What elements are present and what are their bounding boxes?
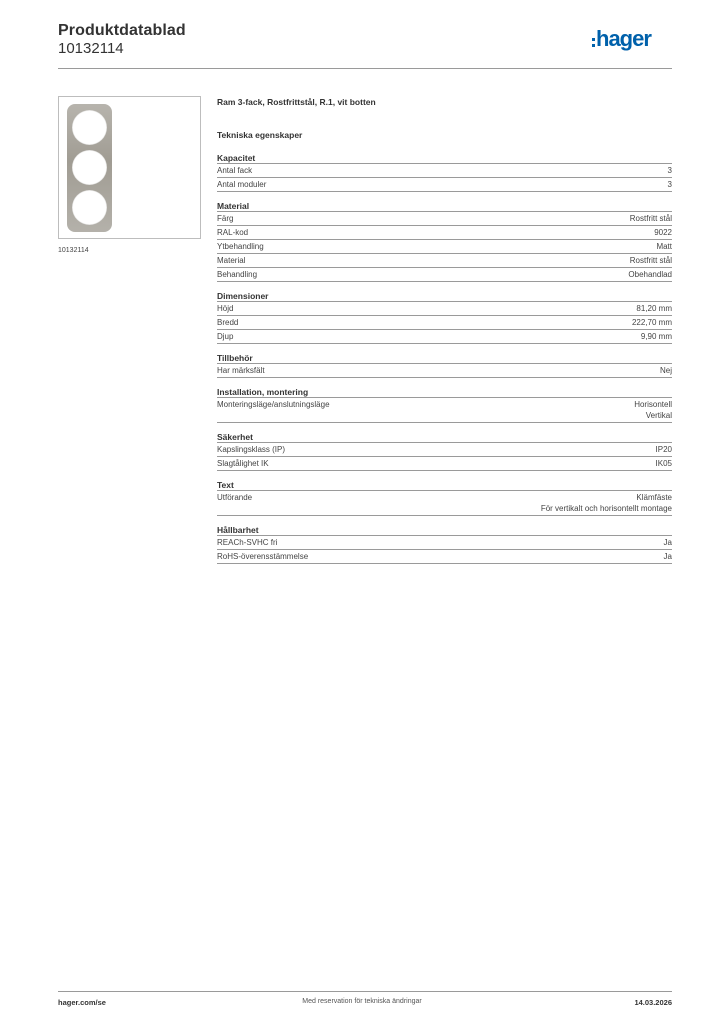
technical-properties-heading: Tekniska egenskaper [217,130,303,140]
frame-opening [72,150,107,185]
frame-3-gang-image [67,104,112,232]
spec-values [654,227,672,238]
spec-values [541,492,672,514]
spec-values [634,399,672,421]
footer-disclaimer: Med reservation för tekniska ändringar [302,998,422,1005]
spec-value: Rostfritt stål [629,214,672,223]
spec-value: Rostfritt stål [629,256,672,265]
image-caption: 10132114 [58,247,89,254]
spec-value: Nej [659,366,672,375]
spec-section [217,387,672,423]
spec-value: För vertikalt och horisontellt montage [540,504,672,513]
spec-section [217,201,672,282]
spec-value: 9,90 mm [640,332,672,341]
spec-label: Ytbehandling [217,242,264,251]
section-title: Kapacitet [217,153,672,164]
footer-divider [58,991,672,992]
product-number: 10132114 [58,40,124,57]
spec-value: IK05 [655,459,672,468]
spec-row [217,398,672,423]
logo-text: hager [596,26,651,51]
spec-value: Matt [656,242,672,251]
spec-row [217,443,672,457]
spec-row [217,302,672,316]
spec-sections [217,153,672,564]
spec-value: Ja [663,538,672,547]
spec-value: IP20 [655,445,672,454]
spec-label: Kapslingsklass (IP) [217,445,286,454]
spec-label: Färg [217,214,234,223]
spec-values [664,551,672,562]
product-name: Ram 3-fack, Rostfrittstål, R.1, vit botten [217,97,376,107]
spec-values [630,213,672,224]
spec-section [217,432,672,471]
spec-label: RAL-kod [217,228,249,237]
spec-values [660,365,672,376]
hager-logo [592,27,651,51]
section-title: Material [217,201,672,212]
section-title: Text [217,480,672,491]
spec-label: Antal fack [217,166,253,175]
spec-value: Obehandlad [628,270,672,279]
spec-values [668,179,672,190]
frame-opening [72,110,107,145]
page-title: Produktdatablad [58,22,186,39]
logo-dots-icon [592,38,595,51]
spec-row [217,268,672,282]
spec-value: 3 [667,180,672,189]
footer-date: 14.03.2026 [634,998,672,1007]
spec-row [217,178,672,192]
section-title: Hållbarhet [217,525,672,536]
spec-row [217,536,672,550]
spec-row [217,364,672,378]
spec-row [217,330,672,344]
spec-value: Ja [663,552,672,561]
spec-value: 81,20 mm [636,304,672,313]
spec-label: Material [217,256,246,265]
spec-values [632,317,672,328]
spec-values [636,303,672,314]
spec-label: Djup [217,332,234,341]
spec-row [217,254,672,268]
spec-label: Slagtålighet IK [217,459,269,468]
spec-row [217,316,672,330]
spec-section [217,525,672,564]
section-title: Installation, montering [217,387,672,398]
header-divider [58,68,672,69]
spec-row [217,226,672,240]
spec-section [217,480,672,516]
spec-value: Horisontell [634,400,672,409]
spec-label: Bredd [217,318,239,327]
spec-label: REACh-SVHC fri [217,538,278,547]
spec-section [217,353,672,378]
spec-values [656,458,672,469]
spec-values [630,255,672,266]
spec-value: Vertikal [645,411,672,420]
spec-label: Har märksfält [217,366,265,375]
spec-values [664,537,672,548]
footer-website: hager.com/se [58,998,106,1007]
spec-section [217,291,672,344]
spec-label: Behandling [217,270,258,279]
spec-row [217,164,672,178]
spec-value: 9022 [654,228,672,237]
spec-values [656,241,672,252]
spec-label: RoHS-överensstämmelse [217,552,309,561]
spec-row [217,491,672,516]
spec-row [217,457,672,471]
spec-values [641,331,672,342]
spec-values [656,444,672,455]
product-details [217,97,672,573]
spec-label: Antal moduler [217,180,267,189]
spec-label: Monteringsläge/anslutningsläge [217,400,330,409]
section-title: Dimensioner [217,291,672,302]
spec-label: Höjd [217,304,234,313]
spec-row [217,212,672,226]
spec-value: 222,70 mm [631,318,672,327]
product-image [58,96,201,239]
spec-values [628,269,672,280]
spec-label: Utförande [217,493,253,502]
spec-value: Klämfäste [636,493,672,502]
spec-values [668,165,672,176]
spec-section [217,153,672,192]
frame-opening [72,190,107,225]
spec-value: 3 [667,166,672,175]
section-title: Tillbehör [217,353,672,364]
section-title: Säkerhet [217,432,672,443]
spec-row [217,550,672,564]
spec-row [217,240,672,254]
